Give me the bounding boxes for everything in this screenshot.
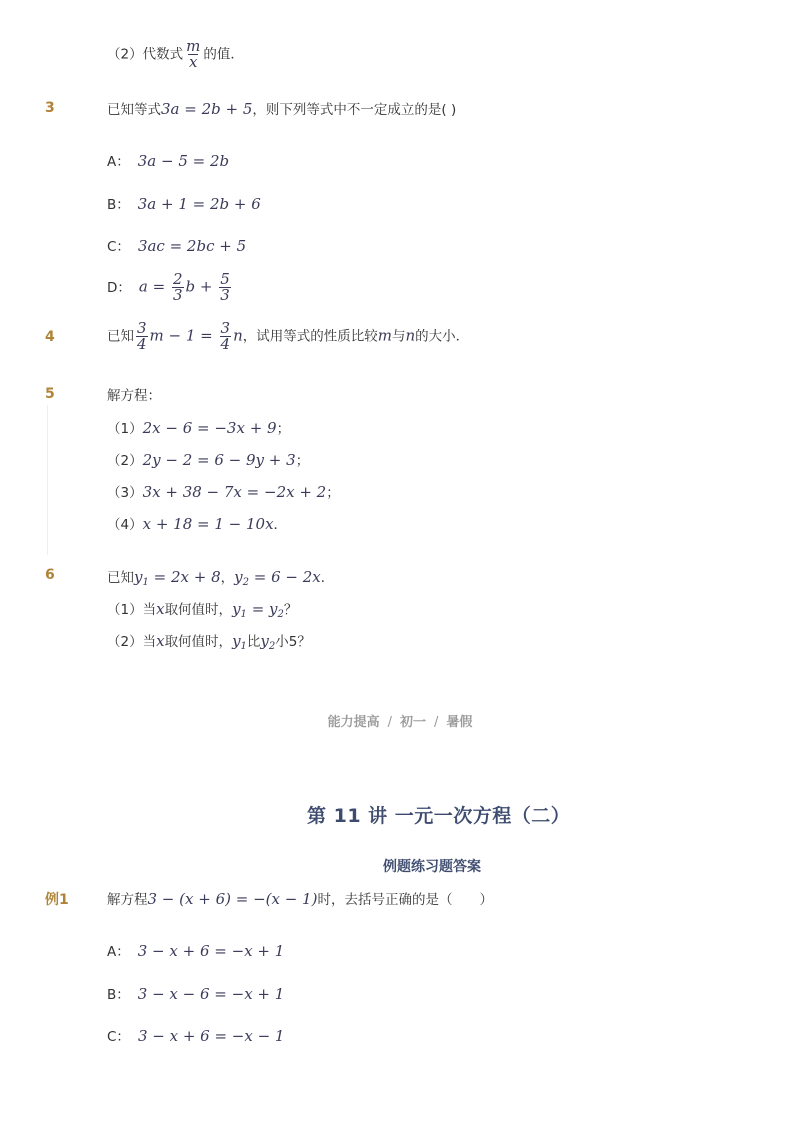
q6-end: ． <box>320 570 335 586</box>
part-end: ． <box>273 517 288 533</box>
fraction-numerator: 5 <box>220 270 230 288</box>
option-c-equation: 3ac = 2bc + 5 <box>137 237 247 255</box>
q6-part-2 <box>107 631 311 657</box>
option-b-equation: 3 − x − 6 = −x + 1 <box>137 985 285 1003</box>
question-number-4: 4 <box>45 329 55 345</box>
option-c-label: C： <box>107 1029 130 1045</box>
var-y: y <box>260 632 269 650</box>
subscript-2: 2 <box>242 577 249 588</box>
part-label: （1）当 <box>107 602 157 618</box>
q4-connector: 与 <box>391 328 406 345</box>
option-a-equation: 3a − 5 = 2b <box>137 152 230 170</box>
option-a-equation: 3 − x + 6 = −x + 1 <box>137 942 285 960</box>
q6-part-1 <box>107 599 297 625</box>
question-5-divider <box>47 405 48 555</box>
fraction-numerator: 2 <box>172 270 183 288</box>
option-d-mid: b + <box>185 277 218 296</box>
fraction-numerator: 3 <box>220 319 231 337</box>
q6-eq2: = 6 − 2x <box>248 568 321 586</box>
question-number-5: 5 <box>45 386 55 402</box>
example1-prefix: 解方程 <box>107 892 148 908</box>
part-end: ？ <box>283 602 298 618</box>
part-end: ； <box>295 453 310 469</box>
part-end: ； <box>326 485 340 501</box>
subscript-2: 2 <box>277 609 284 620</box>
fraction-numerator: 3 <box>137 319 147 337</box>
option-b-label: B： <box>107 987 130 1003</box>
footer-item-grade: 初一 <box>399 715 426 730</box>
q5-part-4 <box>107 514 287 535</box>
option-d-lhs: a = <box>138 277 170 296</box>
var-x: x <box>156 632 165 650</box>
question-number-3: 3 <box>45 100 55 116</box>
example1-equation: 3 − (x + 6) = −(x − 1) <box>147 890 318 908</box>
part-mid: 取何值时， <box>164 602 233 618</box>
q2-part2-suffix: 的值． <box>203 46 244 63</box>
compare-word: 比 <box>246 634 261 650</box>
q4-equation-mid: m − 1 = <box>149 326 218 345</box>
fraction-3-over-4-rhs <box>220 321 232 352</box>
var-x: x <box>156 600 165 618</box>
var-y: y <box>234 568 243 586</box>
q4-var-m: m <box>377 326 392 345</box>
question-5-intro: 解方程： <box>107 388 161 404</box>
footer-separator: / <box>387 715 392 730</box>
q5-part-2 <box>107 450 309 471</box>
q4-var-n: n <box>233 326 243 345</box>
example-1-stem <box>107 889 493 910</box>
option-b-equation: 3a + 1 = 2b + 6 <box>137 195 261 213</box>
page-footer-breadcrumb <box>0 711 800 730</box>
q4-suffix1: ，试用等式的性质比较 <box>242 328 378 345</box>
question-3-stem <box>107 99 456 120</box>
subscript-2: 2 <box>268 641 276 652</box>
q5-part-1 <box>107 418 290 439</box>
section-title: 第 11 讲 一元一次方程（二） <box>307 805 571 827</box>
fraction-denominator: 4 <box>220 335 231 353</box>
footer-separator: / <box>434 715 439 730</box>
example1-suffix: 时，去括号正确的是（ ） <box>317 892 493 908</box>
q3-option-c[interactable] <box>107 236 246 257</box>
option-a-label: A： <box>107 944 130 960</box>
fraction-m-over-x <box>185 39 201 70</box>
q3-prefix: 已知等式 <box>107 102 161 118</box>
q6-prefix: 已知 <box>107 570 134 586</box>
q6-part1-expr <box>232 600 284 618</box>
q3-option-a[interactable] <box>107 151 229 172</box>
question-number-6: 6 <box>45 567 55 583</box>
subscript-1: 1 <box>142 577 149 588</box>
q3-equation: 3a = 2b + 5 <box>161 100 253 118</box>
part-equation: 2x − 6 = −3x + 9 <box>142 419 277 437</box>
option-c-label: C： <box>107 239 130 255</box>
q2-part2-line <box>107 39 244 70</box>
example1-option-c[interactable] <box>107 1026 284 1047</box>
q6-part2-y1 <box>232 632 247 650</box>
fraction-denominator: 3 <box>172 286 183 304</box>
equals: = <box>246 600 270 618</box>
part-mid: 取何值时， <box>164 634 233 650</box>
q6-comma: ， <box>220 570 235 586</box>
q4-var-n2: n <box>405 326 416 345</box>
var-y: y <box>232 632 241 650</box>
footer-item-summer: 暑假 <box>446 715 473 730</box>
part-equation: x + 18 = 1 − 10x <box>142 515 274 533</box>
question-6-stem <box>107 567 334 593</box>
option-b-label: B： <box>107 197 130 213</box>
subscript-1: 1 <box>240 609 247 620</box>
part-label: （4） <box>107 517 143 533</box>
example-number-1: 例1 <box>45 892 69 908</box>
example1-option-b[interactable] <box>107 984 284 1005</box>
option-c-equation: 3 − x + 6 = −x − 1 <box>137 1027 285 1045</box>
q6-eq1: = 2x + 8 <box>148 568 221 586</box>
subscript-1: 1 <box>240 641 247 652</box>
footer-item-ability: 能力提高 <box>327 715 380 730</box>
part-label: （2）当 <box>107 634 157 650</box>
q3-option-b[interactable] <box>107 194 261 215</box>
var-y: y <box>134 568 143 586</box>
q6-part2-y2 <box>260 632 275 650</box>
fraction-denominator: x <box>188 53 198 71</box>
part-label: （2） <box>107 453 143 469</box>
fraction-3-over-4 <box>136 321 148 352</box>
var-y: y <box>232 600 241 618</box>
fraction-denominator: 4 <box>137 335 147 353</box>
fraction-2-over-3 <box>172 272 184 303</box>
q6-y1-expr <box>134 568 221 586</box>
fraction-5-over-3 <box>219 272 231 303</box>
part-end: 小5？ <box>275 634 311 650</box>
part-label: （1） <box>107 421 143 437</box>
q3-suffix: ，则下列等式中不一定成立的是( ) <box>252 102 457 118</box>
q3-option-d[interactable] <box>107 272 233 303</box>
section-subtitle: 例题练习题答案 <box>383 859 481 875</box>
part-equation: 3x + 38 − 7x = −2x + 2 <box>142 483 327 501</box>
fraction-numerator: m <box>186 37 201 55</box>
var-y: y <box>269 600 278 618</box>
q5-part-3 <box>107 482 340 503</box>
q6-y2-expr <box>234 568 321 586</box>
q2-part2-prefix: （2）代数式 <box>107 46 184 63</box>
fraction-denominator: 3 <box>220 286 230 304</box>
option-a-label: A： <box>107 154 130 170</box>
question-4-stem <box>107 321 469 352</box>
q4-prefix: 已知 <box>107 328 134 345</box>
part-equation: 2y − 2 = 6 − 9y + 3 <box>142 451 296 469</box>
example1-option-a[interactable] <box>107 941 284 962</box>
option-d-label: D： <box>107 279 131 296</box>
q4-suffix2: 的大小． <box>415 328 470 345</box>
part-end: ； <box>276 421 291 437</box>
part-label: （3） <box>107 485 143 501</box>
